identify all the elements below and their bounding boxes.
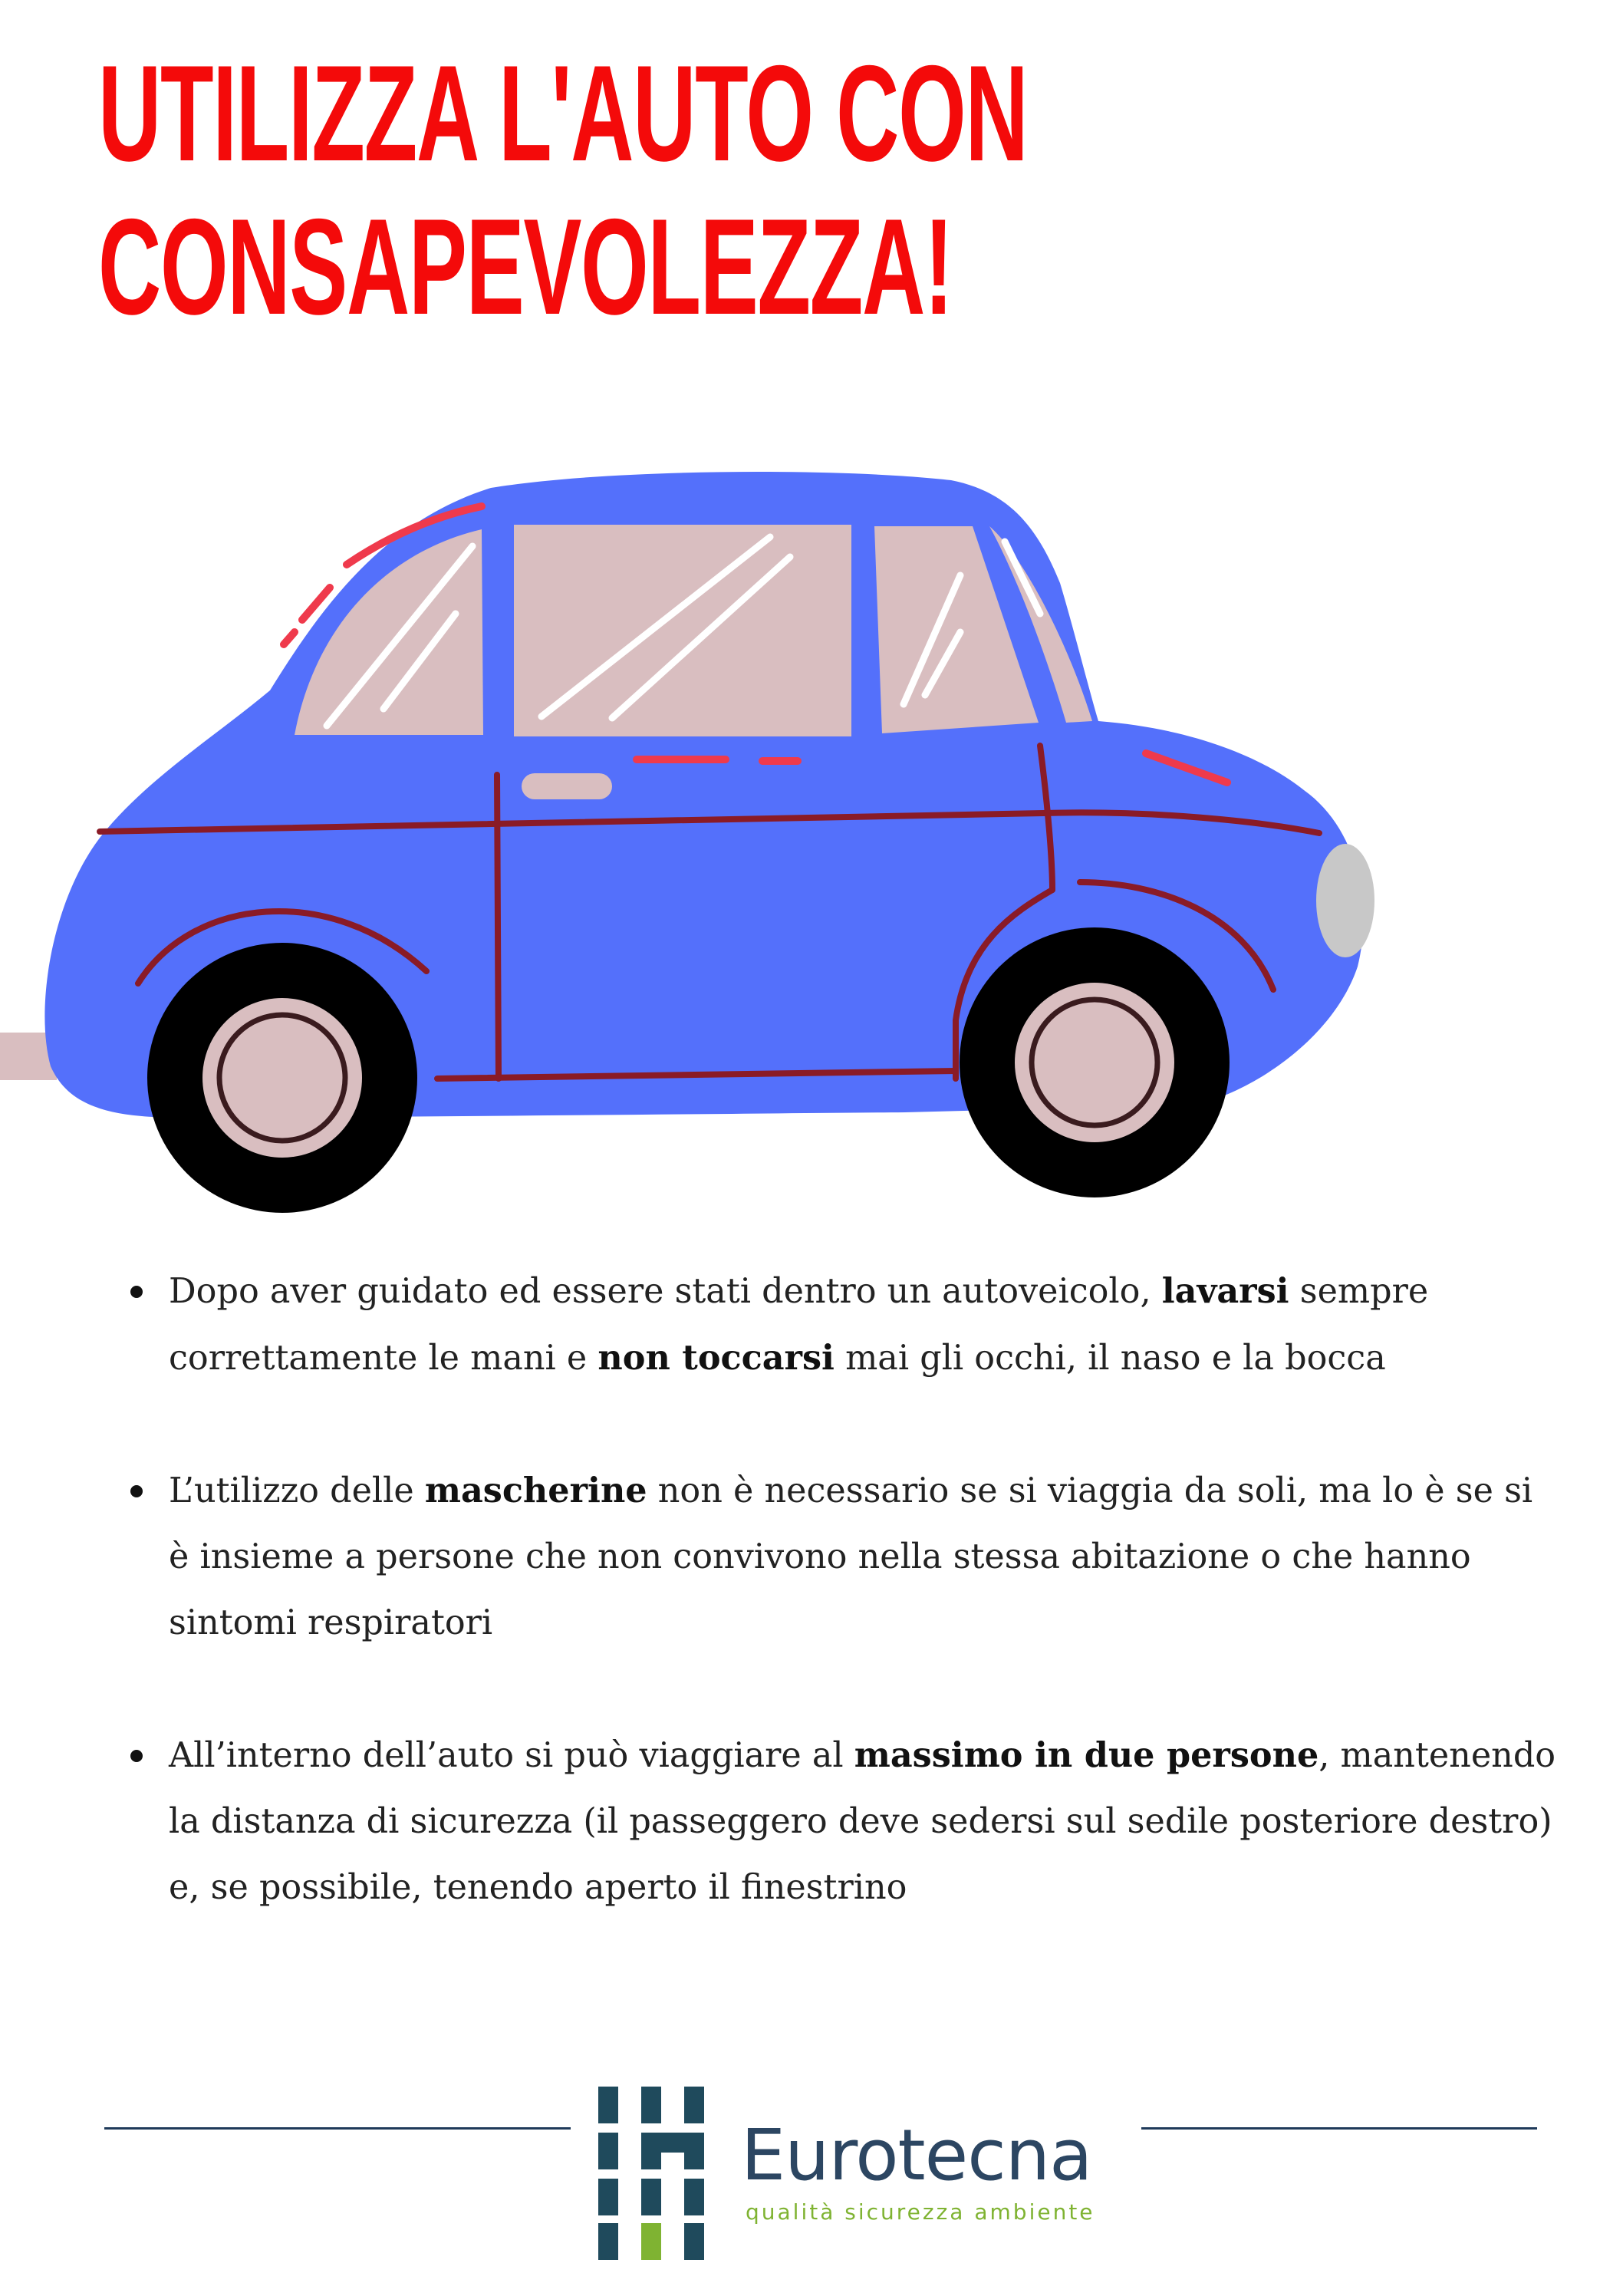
- logo-mark-icon: [598, 2087, 713, 2260]
- guideline-item-2: L’utilizzo delle mascherine non è necessario se si viaggia da soli, ma lo è se si è insieme a persone che non convivono nella stessa abitazione o che hanno sintomi respiratori: [130, 1458, 1557, 1656]
- title-line-2: CONSAPEVOLEZZA!: [98, 190, 953, 343]
- car-icon: [0, 460, 1396, 1227]
- guideline-item-3: All’interno dell’auto si può viaggiare al massimo in due persone, mantenendo la distanza di sicurezza (il passeggero deve sedersi sul sedile posteriore destro) e, se possibile, tenendo aperto il finestrino: [130, 1722, 1557, 1921]
- guidelines-list: [130, 1258, 1557, 1987]
- footer-divider-right: [1141, 2127, 1537, 2130]
- footer-divider-left: [104, 2127, 571, 2130]
- page-title: [98, 37, 1031, 344]
- guideline-item-1: Dopo aver guidato ed essere stati dentro un autoveicolo, lavarsi sempre correttamente le mani e non toccarsi mai gli occhi, il naso e la bocca: [130, 1258, 1557, 1392]
- eurotecna-logo: [598, 2087, 1135, 2263]
- brand-name: Eurotecna: [741, 2114, 1092, 2196]
- title-line-1: UTILIZZA L'AUTO CON: [98, 37, 1028, 189]
- brand-tagline: qualità sicurezza ambiente: [746, 2199, 1095, 2225]
